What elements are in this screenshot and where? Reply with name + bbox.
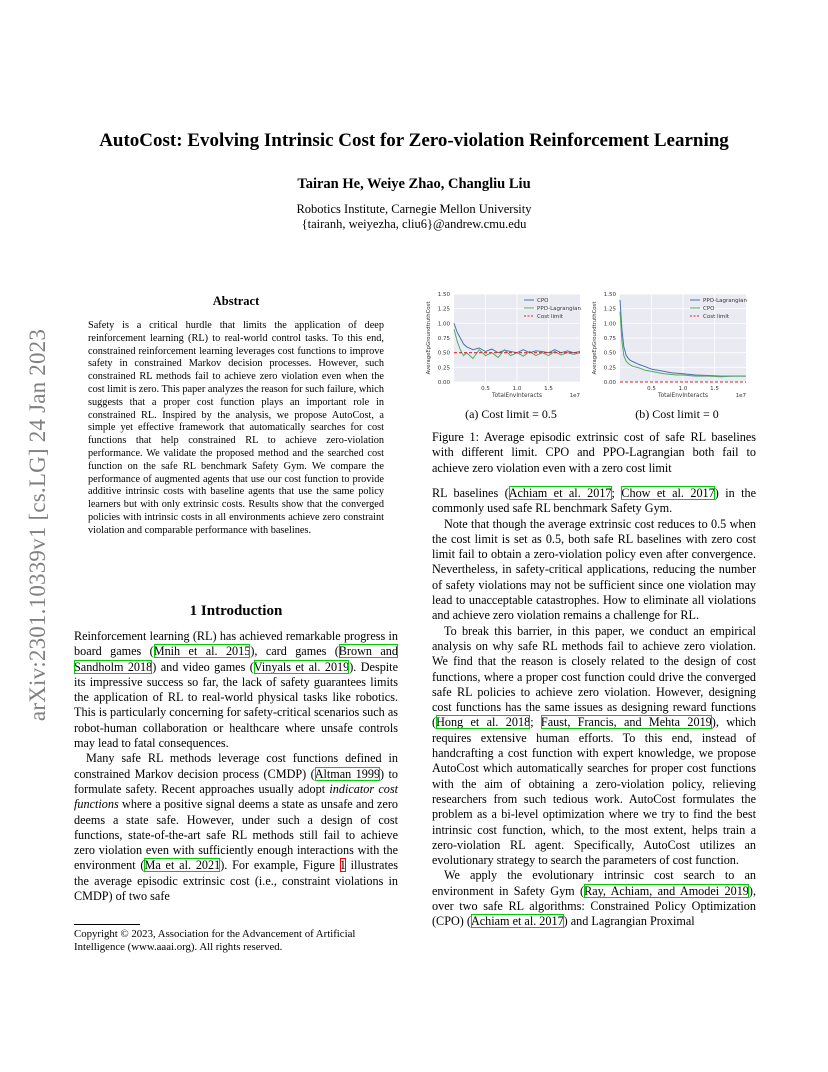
- x-scale-label: 1e7: [735, 393, 746, 399]
- y-tick-label: 0.00: [437, 380, 450, 386]
- figure-ref-link[interactable]: 1: [339, 858, 346, 873]
- y-tick-label: 1.25: [603, 306, 616, 313]
- footnote-rule: [74, 924, 140, 925]
- legend-label: PPO-Lagrangian: [703, 298, 748, 304]
- y-tick-label: 0.25: [603, 365, 616, 372]
- arxiv-sidebar: [18, 290, 58, 760]
- citation-link[interactable]: Brown and Sandholm 2018: [74, 644, 398, 674]
- abstract-heading: Abstract: [212, 294, 260, 308]
- citation-link[interactable]: Faust, Francis, and Mehta 2019: [540, 715, 712, 730]
- y-axis-label: AverageEpGroundtruthCost: [592, 301, 598, 375]
- citation-link[interactable]: Hong et al. 2018: [436, 715, 531, 730]
- citation-link[interactable]: Chow et al. 2017: [621, 486, 715, 500]
- legend-label: CPO: [703, 306, 715, 312]
- subcaption-a: (a) Cost limit = 0.5: [465, 407, 557, 421]
- x-tick-label: 1.0: [512, 386, 522, 392]
- paragraph: Note that though the average extrinsic cost reduces to 0.5 when the cost limit is set as 0.5, both safe RL baselines with zero cost limit fail to obtain a zero-violation policy even after convergence. Nevertheless, in safety-critical applications, reducing the number of safety violations may not be sufficient since one violation may lead to unacceptable catastrophes. How to eliminate all violations and achieve zero violation remains a challenge for RL.: [432, 516, 756, 623]
- y-tick-label: 1.50: [603, 292, 616, 298]
- x-axis-label: TotalEnvInteracts: [492, 393, 542, 399]
- left-column-text: [74, 629, 398, 904]
- paragraph: RL baselines (Achiam et al. 2017; Chow et al. 2017) in the commonly used safe RL benchmark Safety Gym.: [432, 486, 756, 516]
- x-tick-label: 0.5: [481, 386, 490, 392]
- paper-title: AutoCost: Evolving Intrinsic Cost for Zero-violation Reinforcement Learning: [99, 130, 729, 151]
- citation-link[interactable]: Ma et al. 2021: [144, 858, 221, 873]
- y-tick-label: 0.25: [437, 365, 450, 372]
- legend-label: Cost limit: [537, 314, 564, 320]
- y-tick-label: 0.50: [603, 350, 616, 357]
- right-column-text: [432, 486, 756, 930]
- citation-link[interactable]: Altman 1999: [314, 766, 381, 781]
- y-tick-label: 1.00: [603, 321, 616, 328]
- y-tick-label: 0.75: [437, 336, 450, 342]
- figure-1-plots: [424, 286, 764, 404]
- section-heading-introduction: 1 Introduction: [189, 603, 283, 619]
- x-tick-label: 1.5: [710, 386, 719, 392]
- paragraph: Many safe RL methods leverage cost functions defined in constrained Markov decision process (CMDP) (Altman 1999) to formulate safety. Recent approaches usually adopt indicator cost functions where a positive signal deems a state as unsafe and zero deems a state safe. However, under such a design of cost functions, state-of-the-art safe RL methods still fail to achieve zero violation even with sufficiently enough interactions with the environment (Ma et al. 2021). For example, Figure 1 illustrates the average episodic extrinsic cost (i.e., constraint violations in CMDP) of two safe: [74, 751, 398, 904]
- x-tick-label: 0.5: [647, 386, 656, 392]
- x-axis-label: TotalEnvInteracts: [658, 393, 708, 399]
- y-tick-label: 0.75: [603, 336, 616, 342]
- paragraph: Reinforcement learning (RL) has achieved remarkable progress in board games (Mnih et al. 2015), card games (Brown and Sandholm 2018) and video games (Vinyals et al. 2019). Despite its impressive success so far, the lack of safety guarantees limits the application of RL to real-world physical tasks like robotics. This is particularly concerning for safety-critical scenarios such as robot-human collaboration or healthcare where unsafe controls may lead to fatal consequences.: [74, 629, 398, 751]
- subcaption-b: (b) Cost limit = 0: [635, 407, 719, 421]
- y-tick-label: 1.50: [437, 292, 450, 298]
- x-scale-label: 1e7: [569, 393, 580, 399]
- paragraph: To break this barrier, in this paper, we conduct an empirical analysis on why safe RL methods fail to achieve zero violation. We find that the reason is closely related to the design of cost functions, where a proper cost function could drive the converged safe RL policies to achieve zero violation. However, designing cost functions has the same issues as designing reward functions (Hong et al. 2018; Faust, Francis, and Mehta 2019), which requires extensive human efforts. To this end, instead of handcrafting a cost function with expert knowledge, we propose AutoCost which automatically searches for proper cost functions with the aim of obtaining a zero-violation policy, relieving researchers from such tedious work. AutoCost formulates the problem as a bi-level optimization where we try to find the best intrinsic cost function, which, to the most extent, helps train a zero-violation RL agent. Specifically, AutoCost utilizes an evolutionary strategy to search the parameters of cost function.: [432, 623, 756, 868]
- legend-label: CPO: [537, 298, 549, 304]
- chart-a: [426, 292, 582, 399]
- chart-b: [592, 292, 748, 399]
- citation-link[interactable]: Achiam et al. 2017: [508, 486, 612, 500]
- legend-label: Cost limit: [703, 314, 730, 320]
- y-tick-label: 0.00: [603, 380, 616, 386]
- citation-link[interactable]: Ray, Achiam, and Amodei 2019: [584, 883, 749, 898]
- copyright-footnote: Copyright © 2023, Association for the Advancement of Artificial Intelligence (www.aaai.org). All rights reserved.: [74, 928, 356, 953]
- y-tick-label: 1.25: [437, 306, 450, 313]
- figure-caption: Figure 1: Average episodic extrinsic cost of safe RL baselines with different limit. CPO and PPO-Lagrangian both fail to achieve zero violation even with a zero cost limit: [432, 430, 756, 475]
- citation-link[interactable]: Vinyals et al. 2019: [253, 659, 350, 674]
- abstract-body: Safety is a critical hurdle that limits the application of deep reinforcement learning (RL) to real-world control tasks. To this end, constrained reinforcement learning leverages cost functions to improve safety in constrained Markov decision processes. However, such constrained RL methods fail to achieve zero violation even when the cost limit is zero. This paper analyzes the reason for such failure, which suggests that a proper cost function plays an important role in constrained RL. Inspired by the analysis, we propose AutoCost, a simple yet effective framework that automatically searches for cost functions that help constrained RL to achieve zero-violation performance. We validate the proposed method and the searched cost function on the safe RL benchmark Safety Gym. We compare the performance of augmented agents that use our cost function to provide additive intrinsic costs with baseline agents that use the same policy learners but with only extrinsic costs. Results show that the converged policies with intrinsic costs in all environments achieve zero constraint violation and comparable performance with baselines.: [88, 320, 384, 536]
- x-tick-label: 1.5: [544, 386, 553, 392]
- citation-link[interactable]: Achiam et al. 2017: [470, 914, 564, 929]
- arxiv-identifier: arXiv:2301.10339v1 [cs.LG] 24 Jan 2023: [25, 328, 50, 722]
- x-tick-label: 1.0: [678, 386, 688, 392]
- citation-link[interactable]: Mnih et al. 2015: [153, 644, 251, 659]
- affiliation: Robotics Institute, Carnegie Mellon University: [296, 202, 532, 216]
- y-axis-label: AverageEpGroundtruthCost: [426, 301, 432, 375]
- legend-label: PPO-Lagrangian: [537, 306, 582, 312]
- y-tick-label: 1.00: [437, 321, 450, 328]
- paper-authors: Tairan He, Weiye Zhao, Changliu Liu: [297, 176, 531, 192]
- paragraph: We apply the evolutionary intrinsic cost search to an environment in Safety Gym (Ray, Achiam, and Amodei 2019), over two safe RL algorithms: Constrained Policy Optimization (CPO) (Achiam et al. 2017) and Lagrangian Proximal: [432, 868, 756, 929]
- author-emails: {tairanh, weiyezha, cliu6}@andrew.cmu.edu: [301, 217, 527, 231]
- y-tick-label: 0.50: [437, 350, 450, 357]
